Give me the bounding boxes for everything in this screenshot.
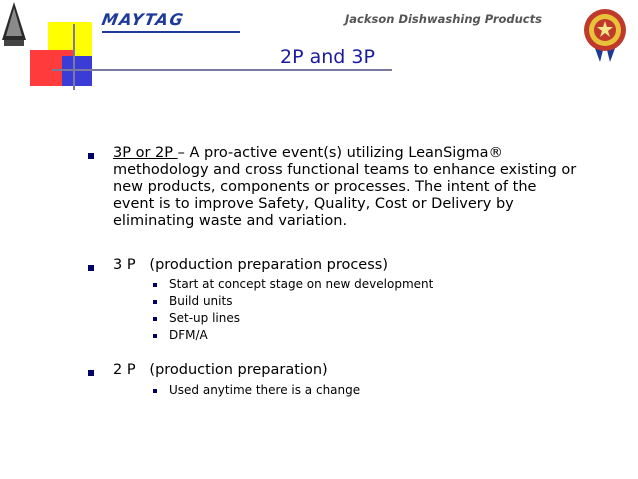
sub-bullet-text: DFM/A [169, 328, 208, 342]
bullet-1-line5: eliminating waste and variation. [113, 213, 348, 229]
decor-vertical-line [73, 24, 75, 90]
slide-title: 2P and 3P [280, 46, 375, 68]
bullet-marker [88, 370, 94, 376]
sub-bullet-text: Build units [169, 294, 233, 308]
sub-bullet-marker [153, 300, 157, 304]
bullet-marker [88, 265, 94, 271]
maytag-logo: MAYTAG [100, 10, 186, 29]
bullet-1-text [113, 145, 623, 230]
bullet-1-line4: event is to improve Safety, Quality, Cost or Delivery by [113, 196, 514, 212]
bullet-1-line2: methodology and cross functional teams to enhance existing or [113, 162, 577, 178]
company-name: Jackson Dishwashing Products [345, 12, 542, 26]
bullet-1-line3: new products, components or processes. The intent of the [113, 179, 537, 195]
bullet-3-label: 2 P (production preparation) [113, 362, 328, 378]
bullet-1-line1: – A pro-active event(s) utilizing LeanSigma® [177, 145, 504, 161]
sub-bullet-text: Set-up lines [169, 311, 240, 325]
title-underline [52, 69, 392, 71]
sub-bullet-marker [153, 283, 157, 287]
sub-bullet-marker [153, 334, 157, 338]
maytag-logo-underline [102, 31, 240, 33]
sub-bullet-marker [153, 317, 157, 321]
bullet-2-label: 3 P (production preparation process) [113, 257, 388, 273]
sub-bullet-text: Start at concept stage on new development [169, 277, 434, 291]
sub-bullet-text: Used anytime there is a change [169, 383, 361, 397]
trophy-logo-icon [0, 0, 28, 50]
bullet-1-term: 3P or 2P [113, 145, 178, 161]
decor-blue-square [62, 56, 92, 86]
award-badge-icon [580, 6, 630, 64]
bullet-marker [88, 153, 94, 159]
sub-bullet-marker [153, 389, 157, 393]
